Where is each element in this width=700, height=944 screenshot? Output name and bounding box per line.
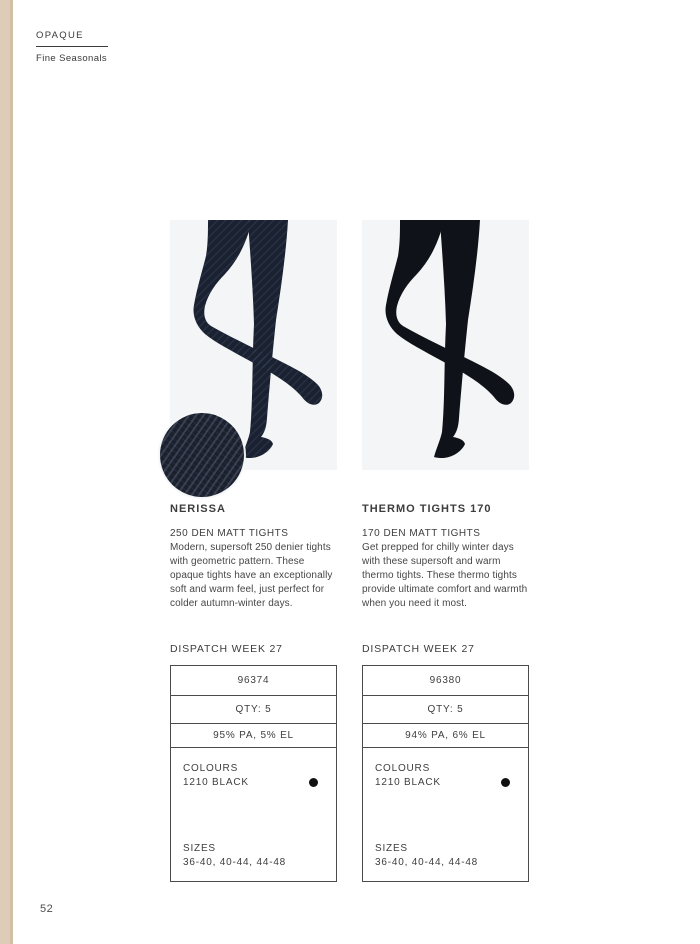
page-spine-stripe	[0, 0, 10, 944]
colours-block	[183, 763, 324, 788]
colours-sizes-cell	[363, 748, 528, 881]
category-title: OPAQUE	[36, 30, 84, 41]
category-underline	[36, 46, 108, 47]
product-description: Modern, supersoft 250 denier tights with geometric pattern. These opaque tights have an exceptionally soft and warm feel, just perfect for colder autumn-winter days.	[170, 542, 333, 609]
product-name: NERISSA	[170, 503, 226, 515]
sizes-block	[183, 843, 324, 868]
colours-sizes-cell	[171, 748, 336, 881]
colours-block	[375, 763, 516, 788]
quantity-cell: QTY: 5	[171, 696, 336, 724]
product-photo	[170, 220, 337, 470]
fabric-detail-circle	[160, 413, 244, 497]
article-number-cell: 96380	[363, 666, 528, 696]
quantity-cell: QTY: 5	[363, 696, 528, 724]
colours-label: COLOURS	[183, 763, 239, 774]
page-number: 52	[40, 903, 54, 915]
page-spine-edge	[10, 0, 13, 944]
product-denier-title: 250 DEN MATT TIGHTS	[170, 528, 289, 539]
product-card-nerissa	[170, 220, 337, 882]
product-grid	[170, 220, 529, 882]
product-name: THERMO TIGHTS 170	[362, 503, 492, 515]
dispatch-week-label: DISPATCH WEEK 27	[362, 643, 475, 655]
product-photo	[362, 220, 529, 470]
sizes-label: SIZES	[375, 843, 408, 854]
product-description: Get prepped for chilly winter days with these supersoft and warm thermo tights. These thermo tights provide ultimate comfort and warmth when you need it most.	[362, 542, 528, 609]
colour-swatch-dot	[309, 778, 318, 787]
sizes-label: SIZES	[183, 843, 216, 854]
colours-label: COLOURS	[375, 763, 431, 774]
product-text-block	[170, 527, 341, 623]
colour-value: 1210 BLACK	[375, 777, 441, 788]
product-info-table	[170, 665, 337, 882]
composition-cell: 94% PA, 6% EL	[363, 724, 528, 748]
product-denier-title: 170 DEN MATT TIGHTS	[362, 528, 481, 539]
product-info-table	[362, 665, 529, 882]
page-header	[36, 30, 108, 64]
product-card-thermo-tights	[362, 220, 529, 882]
sizes-block	[375, 843, 516, 868]
colour-value: 1210 BLACK	[183, 777, 249, 788]
subcategory-label: Fine Seasonals	[36, 53, 108, 64]
product-text-block	[362, 527, 533, 623]
colour-swatch-dot	[501, 778, 510, 787]
composition-cell: 95% PA, 5% EL	[171, 724, 336, 748]
dispatch-week-label: DISPATCH WEEK 27	[170, 643, 283, 655]
sizes-value: 36-40, 40-44, 44-48	[183, 857, 287, 868]
legs-silhouette-plain-image	[362, 220, 529, 470]
article-number-cell: 96374	[171, 666, 336, 696]
sizes-value: 36-40, 40-44, 44-48	[375, 857, 479, 868]
